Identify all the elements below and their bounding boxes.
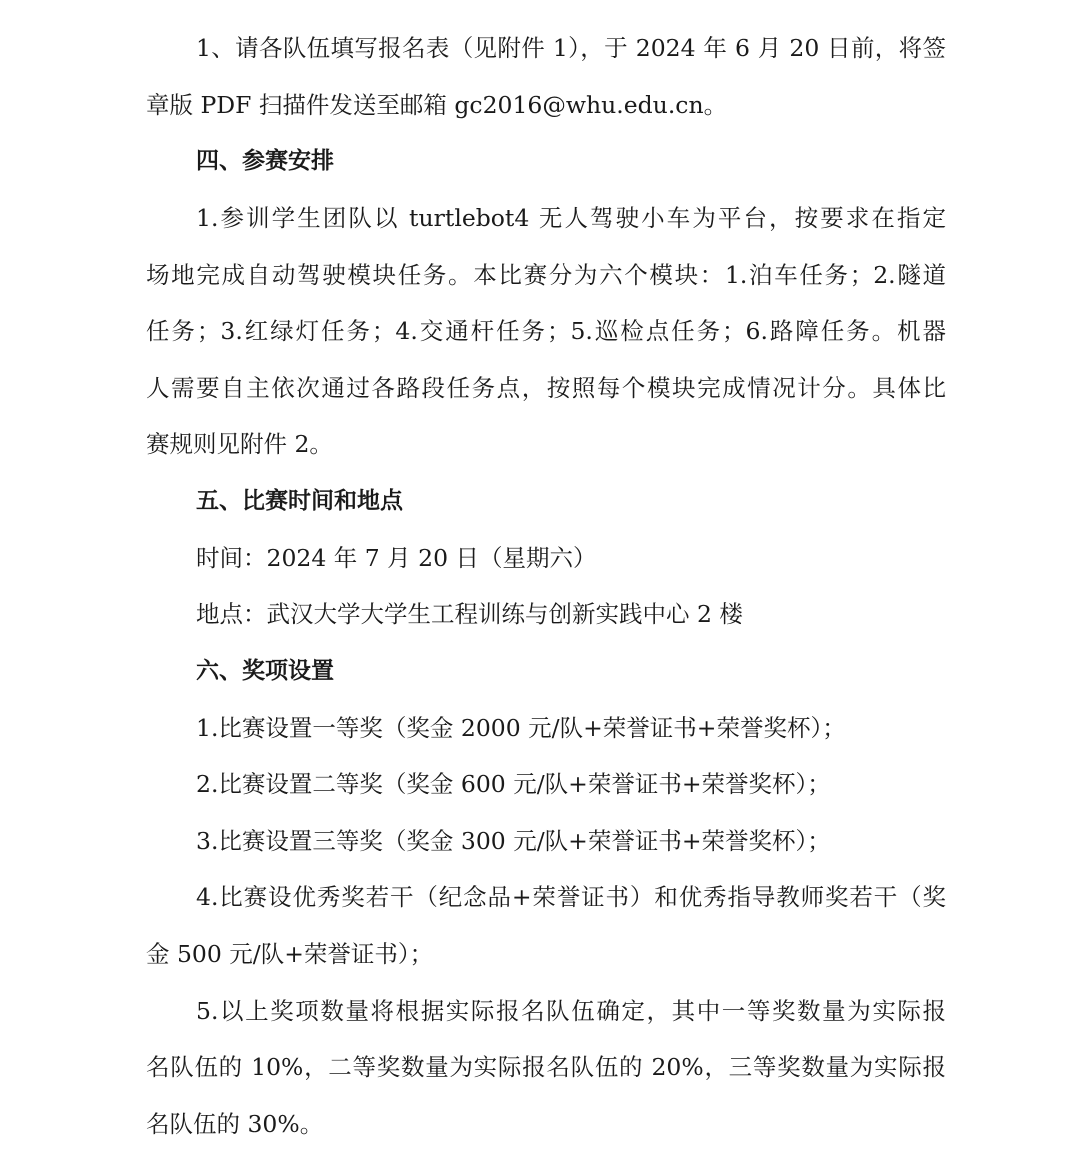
award-item-excellence-line-1: [0, 881, 1080, 913]
award-quota-line-1: [0, 995, 1080, 1027]
text-line: 赛规则见附件 2。: [146, 430, 333, 458]
registration-paragraph-line-2: [0, 89, 1080, 121]
section-heading-awards: [0, 655, 1080, 687]
text-line: 时间：2024 年 7 月 20 日（星期六）: [196, 544, 597, 572]
text-line: 4.比赛设优秀奖若干（纪念品+荣誉证书）和优秀指导教师奖若干（奖: [196, 883, 946, 911]
award-quota-line-2: [0, 1051, 1080, 1083]
text-line: 名队伍的 30%。: [146, 1110, 324, 1138]
heading-text: 五、比赛时间和地点: [196, 488, 403, 514]
text-line: 1.参训学生团队以 turtlebot4 无人驾驶小车为平台，按要求在指定: [196, 204, 946, 232]
arrangement-paragraph-line-2: [0, 259, 1080, 291]
text-line: 任务；3.红绿灯任务；4.交通杆任务；5.巡检点任务；6.路障任务。机器: [146, 317, 946, 345]
award-quota-line-3: [0, 1108, 1080, 1140]
award-item-second-prize: [0, 768, 1080, 800]
text-line: 人需要自主依次通过各路段任务点，按照每个模块完成情况计分。具体比: [146, 374, 946, 402]
arrangement-paragraph-line-1: [0, 202, 1080, 234]
text-line: 场地完成自动驾驶模块任务。本比赛分为六个模块：1.泊车任务；2.隧道: [146, 261, 946, 289]
text-line: 5.以上奖项数量将根据实际报名队伍确定，其中一等奖数量为实际报: [196, 997, 946, 1025]
heading-text: 四、参赛安排: [196, 148, 334, 174]
text-line: 1、请各队伍填写报名表（见附件 1），于 2024 年 6 月 20 日前，将签: [196, 34, 946, 62]
event-time: [0, 542, 1080, 574]
text-line: 2.比赛设置二等奖（奖金 600 元/队+荣誉证书+荣誉奖杯）；: [196, 770, 831, 798]
award-item-first-prize: [0, 712, 1080, 744]
text-line: 1.比赛设置一等奖（奖金 2000 元/队+荣誉证书+荣誉奖杯）；: [196, 714, 846, 742]
arrangement-paragraph-line-4: [0, 372, 1080, 404]
text-line: 金 500 元/队+荣誉证书）；: [146, 940, 434, 968]
heading-text: 六、奖项设置: [196, 658, 334, 684]
award-item-third-prize: [0, 825, 1080, 857]
section-heading-arrangement: [0, 145, 1080, 177]
arrangement-paragraph-line-3: [0, 315, 1080, 347]
text-line: 3.比赛设置三等奖（奖金 300 元/队+荣誉证书+荣誉奖杯）；: [196, 827, 831, 855]
event-location: [0, 598, 1080, 630]
registration-paragraph-line-1: [0, 32, 1080, 64]
section-heading-time-location: [0, 485, 1080, 517]
arrangement-paragraph-line-5: [0, 428, 1080, 460]
text-line: 地点：武汉大学大学生工程训练与创新实践中心 2 楼: [196, 600, 743, 628]
text-line: 名队伍的 10%，二等奖数量为实际报名队伍的 20%，三等奖数量为实际报: [146, 1053, 946, 1081]
text-line: 章版 PDF 扫描件发送至邮箱 gc2016@whu.edu.cn。: [146, 91, 728, 119]
award-item-excellence-line-2: [0, 938, 1080, 970]
